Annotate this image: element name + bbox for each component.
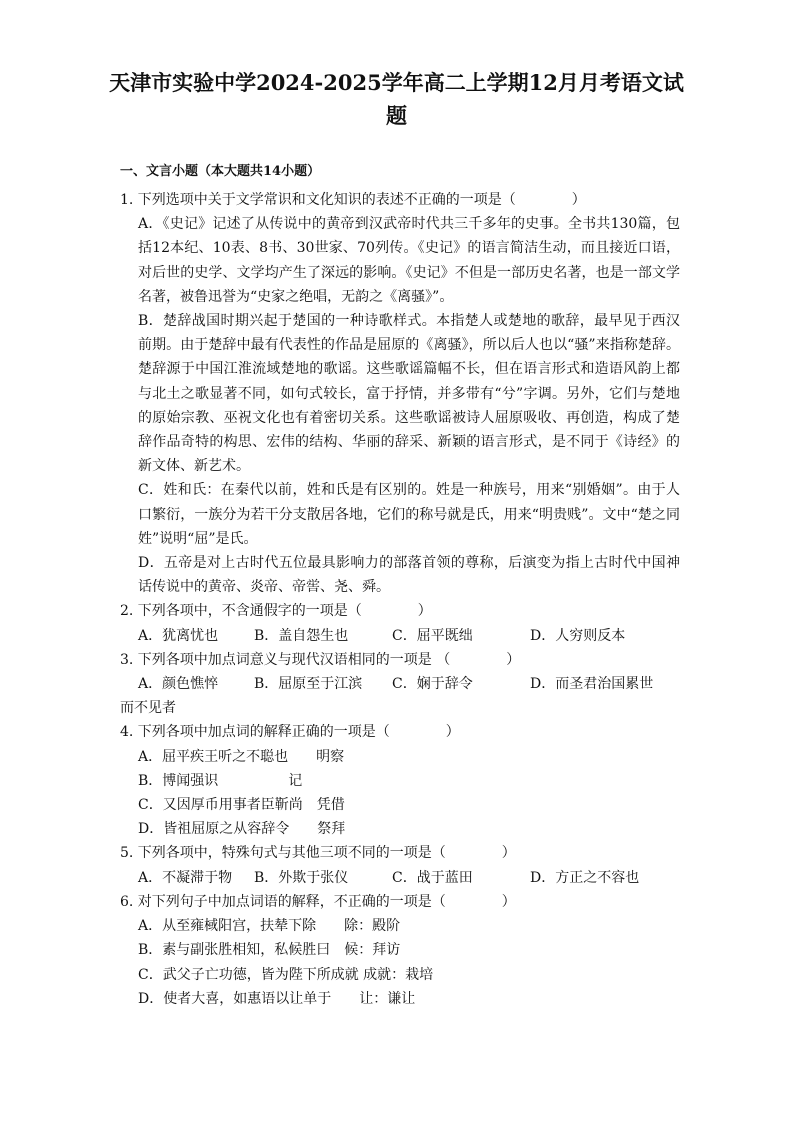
question-1	[120, 188, 680, 599]
option-c: C．又因厚币用事者臣靳尚 凭借	[138, 797, 345, 814]
question-2	[120, 599, 680, 647]
options-row	[120, 672, 680, 696]
option-a: A．《史记》记述了从传说中的黄帝到汉武帝时代共三千多年的史事。全书共130篇，包括12本纪、10表、8书、30世家、70列传。《史记》的语言简洁生动，而且接近口语，对后世的史学、文学均产生了深远的影响。《史记》不但是一部历史名著，也是一部文学名著，被鲁迅誉为“史家之绝唱，无韵之《离骚》”。	[138, 216, 680, 305]
option-c: C．屈平既绌	[392, 627, 473, 644]
question-6	[120, 890, 680, 1011]
option-b: B．盖自怨生也	[254, 627, 349, 644]
option-b: B．屈原至于江滨	[254, 676, 363, 693]
option-b: B．博闻强识 记	[138, 772, 303, 789]
option-c: C．战于蓝田	[392, 869, 473, 886]
option-d: D．使者大喜，如惠语以让单于 让：谦让	[138, 990, 416, 1007]
question-5	[120, 841, 680, 889]
question-4	[120, 720, 680, 841]
option-d-continuation: 而不见者	[120, 700, 176, 717]
page-title: 天津市实验中学2024-2025学年高二上学期12月月考语文试题	[109, 70, 684, 128]
question-stem: 4. 下列各项中加点词的解释正确的一项是（ ）	[120, 724, 460, 741]
option-d: D．方正之不容也	[530, 869, 640, 886]
options-row	[120, 624, 680, 648]
question-stem: 5. 下列各项中，特殊句式与其他三项不同的一项是（ ）	[120, 845, 516, 862]
option-a: A．犹离忧也	[138, 627, 219, 644]
section-heading: 一、文言小题（本大题共14小题）	[120, 164, 321, 179]
question-stem: 3. 下列各项中加点词意义与现代汉语相同的一项是 （ ）	[120, 651, 521, 668]
option-d: D．而圣君治国累世	[530, 676, 654, 693]
question-stem: 2. 下列各项中，不含通假字的一项是（ ）	[120, 603, 432, 620]
option-b: B．素与副张胜相知，私候胜曰 候：拜访	[138, 942, 401, 959]
option-c: C．武父子亡功德，皆为陛下所成就 成就：栽培	[138, 966, 434, 983]
question-stem: 1. 下列选项中关于文学常识和文化知识的表述不正确的一项是（ ）	[120, 192, 586, 208]
option-c: C．娴于辞令	[392, 676, 473, 693]
option-b: B．楚辞战国时期兴起于楚国的一种诗歌样式。本指楚人或楚地的歌辞，最早见于西汉前期。由于楚辞中最有代表性的作品是屈原的《离骚》，所以后人也以“骚”来指称楚辞。楚辞源于中国江淮流域楚地的歌谣。这些歌谣篇幅不长，但在语言形式和造语风韵上都与北土之歌显著不同，如句式较长，富于抒情，并多带有“兮”字调。另外，它们与楚地的原始宗教、巫祝文化也有着密切关系。这些歌谣被诗人屈原吸收、再创造，构成了楚辞作品奇特的构思、宏伟的结构、华丽的辞采、新颖的语言形式，是不同于《诗经》的新文体、新艺术。	[138, 313, 680, 475]
option-a: A．从至雍棫阳宫，扶辇下除 除：殿阶	[138, 918, 401, 935]
option-a: A．不凝滞于物	[138, 869, 233, 886]
option-b: B．外欺于张仪	[254, 869, 349, 886]
option-d: D．五帝是对上古时代五位最具影响力的部落首领的尊称，后演变为指上古时代中国神话传说中的黄帝、炎帝、帝喾、尧、舜。	[138, 555, 680, 596]
option-d: D．人穷则反本	[530, 627, 626, 644]
options-row	[120, 866, 680, 890]
question-stem: 6. 对下列句子中加点词语的解释，不正确的一项是（ ）	[120, 893, 516, 910]
option-a: A．颜色憔悴	[138, 676, 219, 693]
option-a: A．屈平疾王听之不聪也 明察	[138, 748, 345, 765]
question-3	[120, 648, 680, 721]
option-d: D．皆祖屈原之从容辞令 祭拜	[138, 821, 346, 838]
question-list	[120, 188, 680, 1011]
option-c: C．姓和氏：在秦代以前，姓和氏是有区别的。姓是一种族号，用来“别婚姻”。由于人口繁衍，一族分为若干分支散居各地，它们的称号就是氏，用来“明贵贱”。文中“楚之同姓”说明“屈”是氏。	[138, 482, 680, 547]
